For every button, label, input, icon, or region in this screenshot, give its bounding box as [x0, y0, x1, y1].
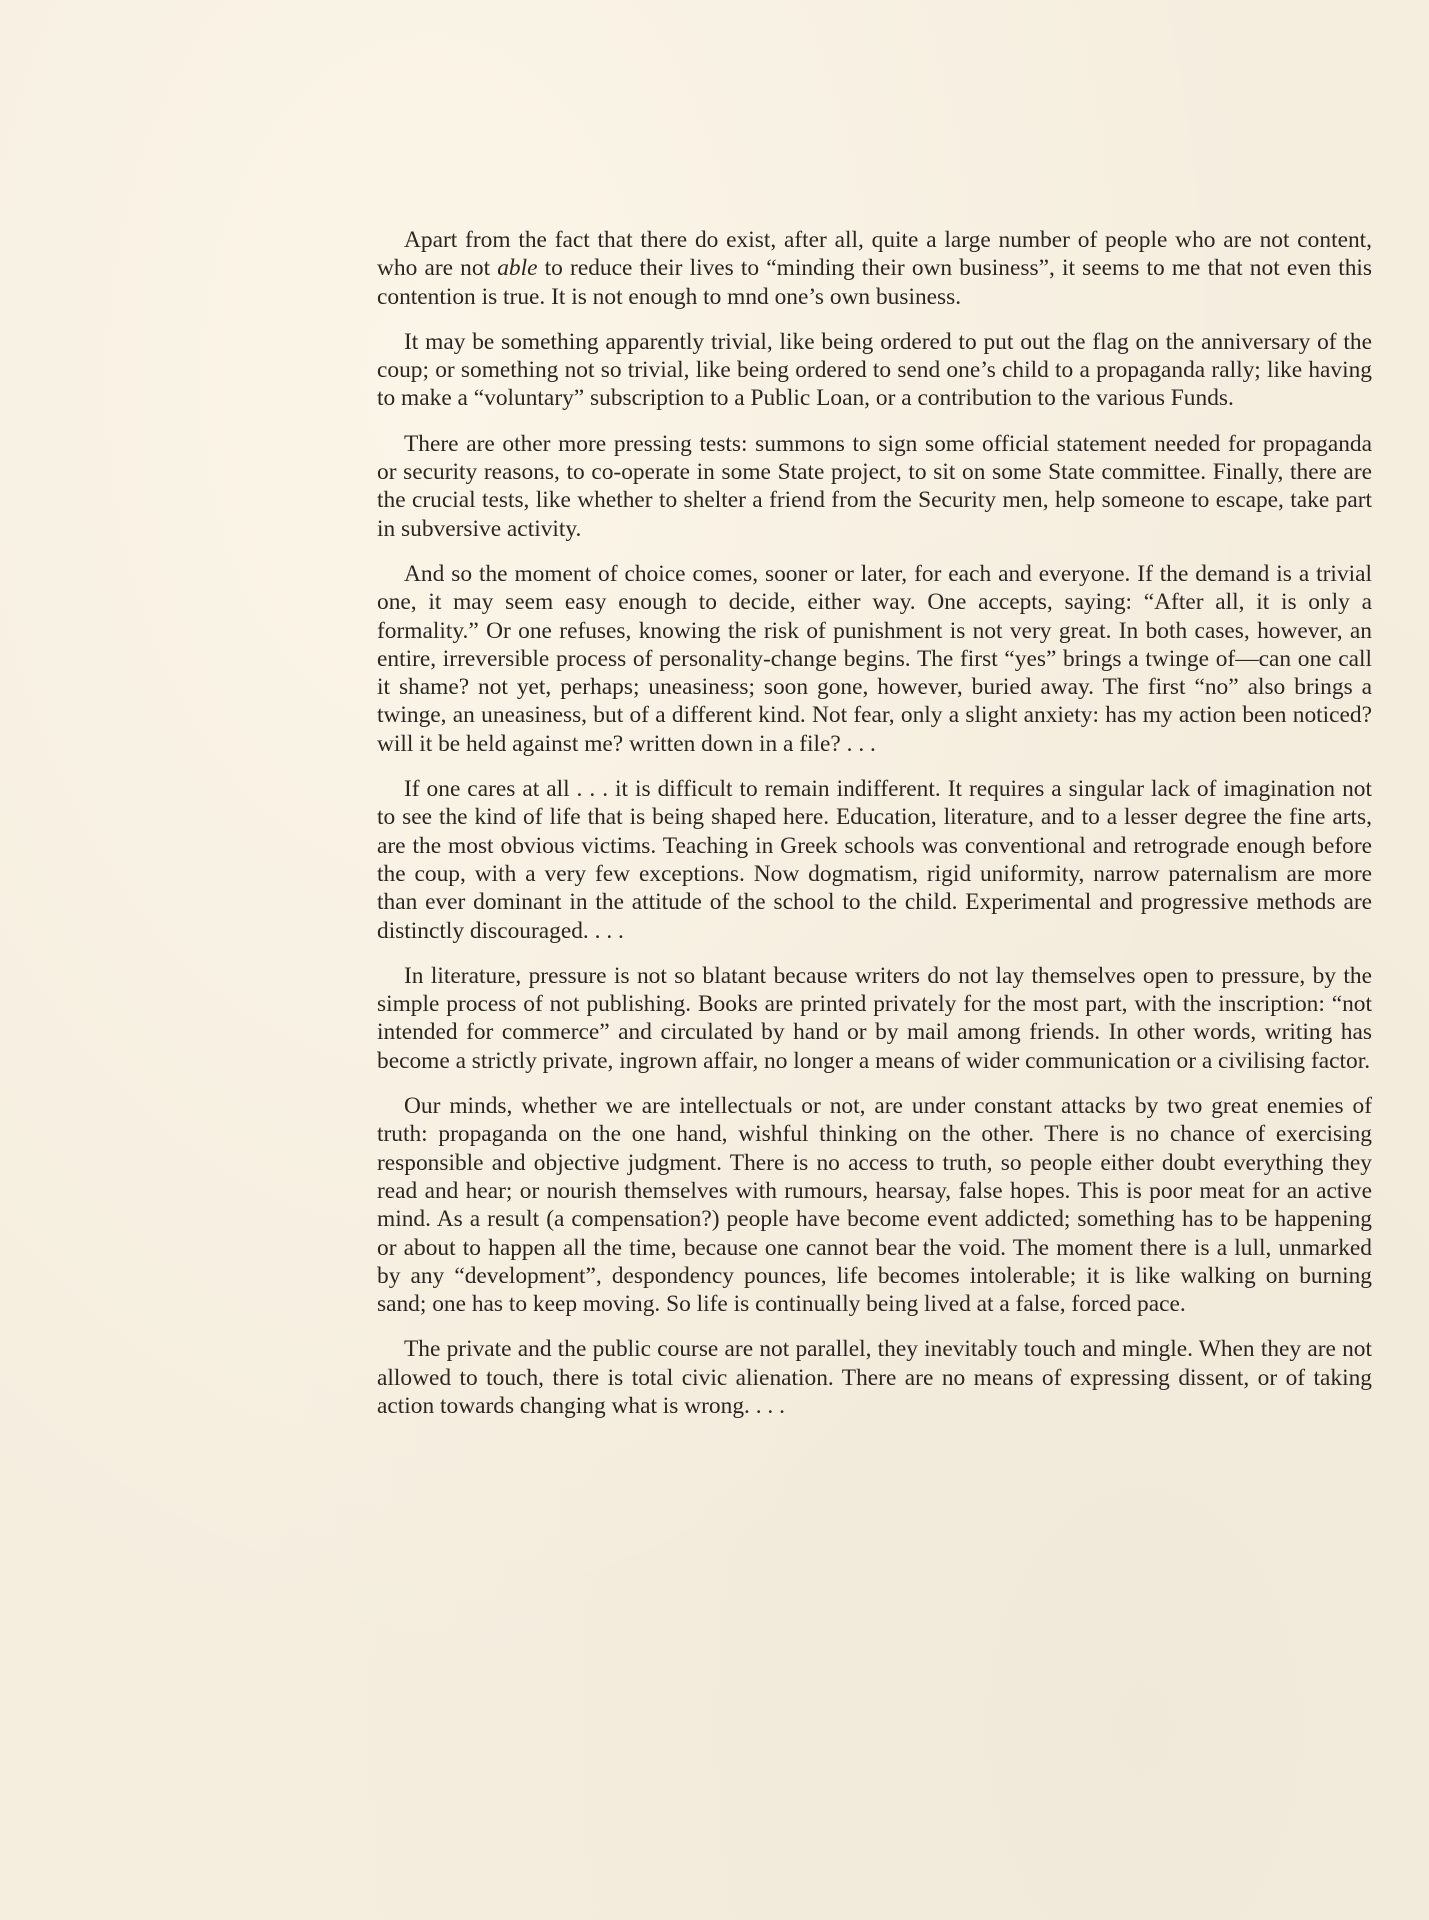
- paragraph-7: Our minds, whether we are intellectuals or not, are under constant attacks by two great enemies of truth: propaganda on the one hand, wishful thinking on the other. There is no chance of exercising responsible and objective judgment. There is no access to truth, so people either doubt everything they read and hear; or nourish themselves with rumours, hearsay, false hopes. This is poor meat for an active mind. As a result (a compensation?) people have become event addicted; something has to be happening or about to happen all the time, because one cannot bear the void. The moment there is a lull, unmarked by any “development”, despondency pounces, life becomes intolerable; it is like walking on burning sand; one has to keep moving. So life is continually being lived at a false, forced pace.: [377, 1093, 1372, 1318]
- paragraph-4: And so the moment of choice comes, sooner or later, for each and everyone. If the demand is a trivial one, it may seem easy enough to decide, either way. One accepts, saying: “After all, it is only a formality.” Or one refuses, knowing the risk of punishment is not very great. In both cases, however, an entire, irreversible process of personality-change begins. The first “yes” brings a twinge of—can one call it shame? not yet, perhaps; uneasiness; soon gone, however, buried away. The first “no” also brings a twinge, an uneasiness, but of a different kind. Not fear, only a slight anxiety: has my action been noticed? will it be held against me? written down in a file? . . .: [377, 560, 1372, 757]
- paragraph-5: If one cares at all . . . it is difficult to remain indifferent. It requires a singular lack of imagination not to see the kind of life that is being shaped here. Education, literature, and to a lesser degree the fine arts, are the most obvious victims. Teaching in Greek schools was conventional and retrograde enough before the coup, with a very few exceptions. Now dogmatism, rigid uniformity, narrow paternalism are more than ever dominant in the attitude of the school to the child. Experimental and progressive methods are distinctly discouraged. . . .: [377, 776, 1372, 944]
- paragraph-1-start: Apart from the fact that there do exist, after all, quite a large number of people who are not content, who are not: [377, 227, 1372, 282]
- paragraph-1-end: to reduce their lives to “minding their own business”, it seems to me that not even this contention is true. It is not enough to mnd one’s own business.: [377, 255, 1372, 310]
- paragraph-1: [377, 226, 1372, 311]
- paragraph-3: There are other more pressing tests: summons to sign some official statement needed for propaganda or security reasons, to co-operate in some State project, to sit on some State committee. Finally, there are the crucial tests, like whether to shelter a friend from the Security men, help someone to escape, take part in subversive activity.: [377, 430, 1372, 542]
- article-body: [377, 226, 1372, 1437]
- emphasis-able: able: [497, 255, 538, 282]
- paragraph-8: The private and the public course are not parallel, they inevitably touch and mingle. When they are not allowed to touch, there is total civic alienation. There are no means of expressing dissent, or of taking action towards changing what is wrong. . . .: [377, 1336, 1372, 1419]
- paragraph-6: In literature, pressure is not so blatant because writers do not lay themselves open to pressure, by the simple process of not publishing. Books are printed privately for the most part, with the inscription: “not intended for commerce” and circulated by hand or by mail among friends. In other words, writing has become a strictly private, ingrown affair, no longer a means of wider communication or a civilising factor.: [377, 962, 1372, 1074]
- paragraph-2: It may be something apparently trivial, like being ordered to put out the flag on the anniversary of the coup; or something not so trivial, like being ordered to send one’s child to a propaganda rally; like having to make a “voluntary” subscription to a Public Loan, or a contribution to the various Funds.: [377, 328, 1372, 412]
